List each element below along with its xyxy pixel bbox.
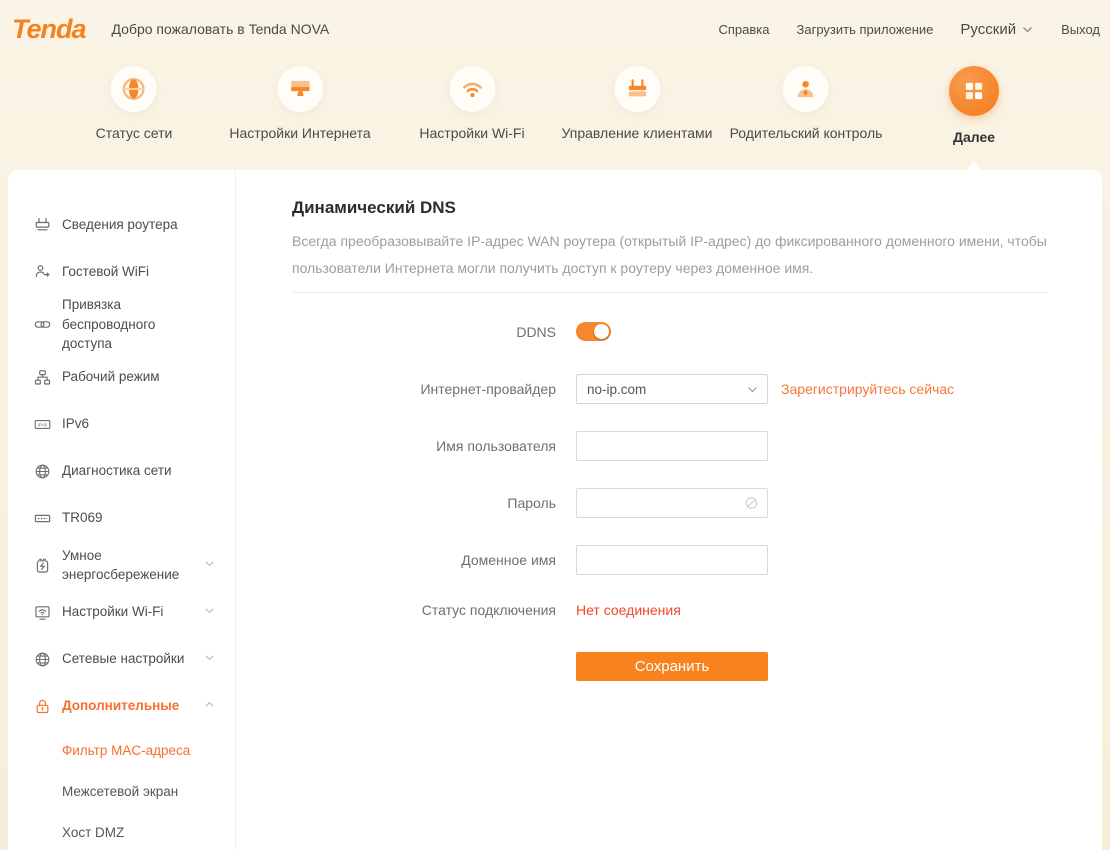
tenda-logo: Tenda [12, 13, 86, 44]
tab-label: Управление клиентами [561, 125, 713, 141]
connection-status-label: Статус подключения [421, 602, 556, 619]
status-row [292, 602, 1048, 618]
ddns-toggle[interactable] [576, 322, 611, 341]
password-row [292, 488, 1048, 518]
welcome-text: Добро пожаловать в Tenda NOVA [111, 21, 330, 37]
sidebar-item-label: Гостевой WiFi [62, 263, 150, 279]
section-divider [292, 292, 1048, 293]
language-label: Русский [960, 20, 1017, 38]
sidebar-item-ipv6[interactable] [8, 401, 235, 448]
guest-user-icon [33, 263, 52, 280]
clients-router-icon [614, 66, 660, 112]
password-label: Пароль [507, 495, 556, 512]
password-hidden-icon[interactable] [744, 496, 759, 511]
lock-icon [33, 698, 52, 715]
sidebar-item-network-diagnostics[interactable] [8, 448, 235, 495]
link-icon [33, 316, 52, 333]
main-content [235, 170, 1102, 850]
tab-internet-settings[interactable] [229, 66, 370, 141]
chevron-down-icon [204, 556, 215, 574]
sidebar-item-label: Привязка беспроводного доступа [62, 297, 156, 352]
top-header [0, 0, 1110, 58]
tab-label: Родительский контроль [729, 125, 883, 141]
tab-parental-control[interactable] [730, 66, 883, 141]
tab-client-management[interactable] [562, 66, 713, 141]
header-links [719, 21, 1101, 38]
chevron-up-icon [204, 697, 215, 715]
sidebar-item-label: Настройки Wi-Fi [62, 604, 164, 620]
network-status-globe-icon [111, 66, 157, 112]
content-panel [8, 170, 1102, 850]
tab-network-status[interactable] [96, 66, 173, 141]
sidebar-item-smart-energy[interactable] [8, 542, 235, 589]
chevron-down-icon [204, 650, 215, 668]
provider-row [292, 374, 1048, 404]
provider-label: Интернет-провайдер [420, 381, 556, 398]
tab-wifi-settings[interactable] [419, 66, 524, 141]
tr069-badge-icon [33, 510, 52, 527]
sidebar-subitem-firewall[interactable] [8, 771, 235, 812]
tab-label: Статус сети [95, 125, 173, 141]
sidebar-item-label: Сведения роутера [62, 216, 178, 232]
username-label: Имя пользователя [436, 438, 556, 455]
username-input[interactable] [576, 431, 768, 461]
topology-icon [33, 369, 52, 386]
page-description: Всегда преобразовывайте IP-адрес WAN роутера (открытый IP-адрес) до фиксированного доменного имени, чтобы пользователи Интернета могли получить доступ к роутеру через доменное имя. [292, 233, 1047, 276]
download-app-link[interactable]: Загрузить приложение [796, 21, 934, 37]
sidebar-item-advanced[interactable] [8, 683, 235, 730]
sidebar-subitem-dmz-host[interactable] [8, 812, 235, 850]
internet-settings-monitor-icon [277, 66, 323, 112]
connection-status-value: Нет соединения [576, 602, 681, 619]
ddns-label: DDNS [516, 323, 556, 340]
chevron-down-icon [1021, 23, 1034, 36]
help-link[interactable]: Справка [718, 21, 770, 37]
register-now-link[interactable]: Зарегистрируйтесь сейчас [781, 381, 955, 398]
domain-row [292, 545, 1048, 575]
domain-label: Доменное имя [461, 552, 556, 569]
sidebar-subitem-label: Фильтр MAC-адреса [62, 742, 191, 758]
ddns-row [292, 322, 1048, 341]
sidebar-item-wireless-binding[interactable] [8, 295, 235, 354]
sidebar-item-network-settings[interactable] [8, 636, 235, 683]
sidebar-item-tr069[interactable] [8, 495, 235, 542]
sidebar-item-label: Диагностика сети [62, 463, 172, 479]
sidebar-item-label: Сетевые настройки [62, 651, 185, 667]
sidebar-subitem-label: Хост DMZ [62, 824, 125, 840]
tab-label: Далее [952, 129, 996, 145]
parental-person-icon [783, 66, 829, 112]
router-info-icon [33, 216, 52, 233]
sidebar-item-label: Дополнительные [62, 698, 180, 714]
toggle-knob [594, 324, 609, 339]
globe-icon [33, 463, 52, 480]
svg-text:IPV6: IPV6 [37, 422, 48, 428]
globe-icon [33, 651, 52, 668]
language-dropdown[interactable] [960, 21, 1034, 38]
sidebar-item-label: Рабочий режим [62, 369, 160, 385]
sidebar-item-label: Умное энергосбережение [62, 547, 180, 583]
password-input[interactable] [576, 488, 768, 518]
provider-select[interactable] [576, 374, 768, 404]
sidebar-item-operating-mode[interactable] [8, 354, 235, 401]
username-row [292, 431, 1048, 461]
tab-label: Настройки Интернета [229, 125, 371, 141]
sidebar-item-label: TR069 [62, 510, 103, 526]
save-button[interactable]: Сохранить [576, 652, 768, 681]
wifi-display-icon [33, 604, 52, 621]
wifi-icon [449, 66, 495, 112]
tab-more[interactable] [949, 66, 999, 145]
domain-input[interactable] [576, 545, 768, 575]
sidebar [8, 170, 235, 850]
ipv6-badge-icon [33, 416, 52, 433]
energy-saving-icon [33, 557, 52, 574]
chevron-down-icon [746, 383, 759, 396]
page-title: Динамический DNS [292, 198, 456, 217]
logout-link[interactable]: Выход [1061, 21, 1100, 37]
sidebar-subitem-label: Межсетевой экран [62, 783, 179, 799]
provider-selected-value: no-ip.com [587, 381, 647, 397]
sidebar-item-wifi-settings[interactable] [8, 589, 235, 636]
more-grid-icon [949, 66, 999, 116]
chevron-down-icon [204, 603, 215, 621]
sidebar-item-guest-wifi[interactable] [8, 248, 235, 295]
tab-label: Настройки Wi-Fi [419, 125, 525, 141]
ddns-form [292, 322, 1048, 681]
sidebar-subitem-mac-filter[interactable] [8, 730, 235, 771]
sidebar-item-label: IPv6 [62, 416, 90, 432]
sidebar-item-router-info[interactable] [8, 201, 235, 248]
